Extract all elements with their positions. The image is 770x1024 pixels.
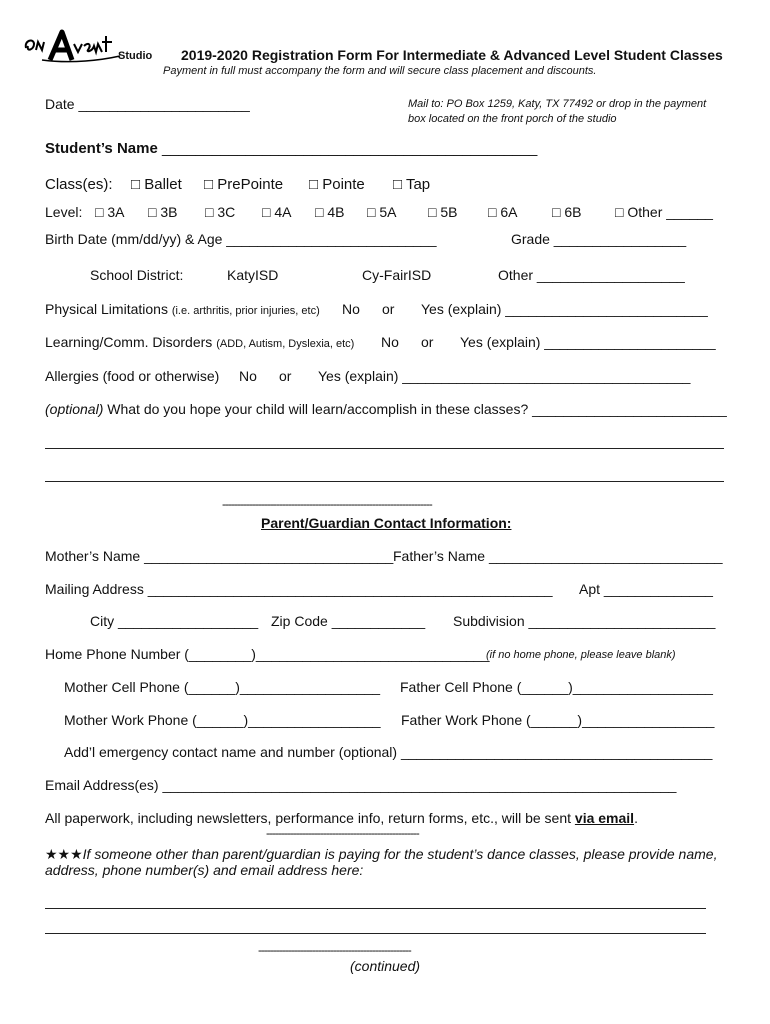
home-phone-note: (if no home phone, please leave blank): [486, 649, 676, 661]
section-divider: ----------------------------------------------------------------------: [222, 497, 432, 511]
physical-yes-explain-field[interactable]: Yes (explain) __________________________: [421, 301, 708, 317]
parent-contact-heading: Parent/Guardian Contact Information:: [261, 515, 512, 531]
father-name-field[interactable]: Father’s Name ______________________________: [393, 548, 723, 564]
level-4b-checkbox[interactable]: □ 4B: [315, 204, 345, 220]
mother-work-phone-field[interactable]: Mother Work Phone (______)_________________: [64, 712, 381, 728]
birth-date-age-field[interactable]: Birth Date (mm/dd/yy) & Age ___________________________: [45, 231, 437, 247]
optional-tag: (optional): [45, 401, 104, 417]
physical-no-option[interactable]: No: [342, 301, 360, 317]
class-ballet-checkbox[interactable]: □ Ballet: [131, 176, 182, 193]
student-name-label: Student’s Name: [45, 140, 158, 157]
class-tap-checkbox[interactable]: □ Tap: [393, 176, 431, 193]
school-district-label: School District:: [90, 267, 184, 283]
allergies-label: Allergies (food or otherwise): [45, 368, 220, 384]
school-cyfairisd-option[interactable]: Cy-FairISD: [362, 267, 432, 283]
apt-field[interactable]: Apt ______________: [579, 581, 713, 597]
level-5a-checkbox[interactable]: □ 5A: [367, 204, 397, 220]
level-6b-checkbox[interactable]: □ 6B: [552, 204, 582, 220]
mother-cell-phone-field[interactable]: Mother Cell Phone (______)__________________: [64, 679, 381, 695]
classes-label: Class(es):: [45, 176, 113, 193]
form-title: 2019-2020 Registration Form For Intermediate & Advanced Level Student Classes: [181, 47, 723, 63]
mail-to-line-2: box located on the front porch of the studio: [408, 113, 617, 125]
subdivision-field[interactable]: Subdivision ________________________: [453, 613, 716, 629]
accomplish-question-field[interactable]: What do you hope your child will learn/accomplish in these classes? _________________________: [107, 401, 727, 417]
payer-answer-line-1[interactable]: [45, 908, 706, 909]
date-field[interactable]: Date ______________________: [45, 96, 250, 112]
class-prepointe-checkbox[interactable]: □ PrePointe: [204, 176, 284, 193]
form-subtitle: Payment in full must accompany the form and will secure class placement and discounts.: [163, 65, 597, 77]
physical-or-text: or: [382, 301, 395, 317]
learning-disorders-hint: (ADD, Autism, Dyslexia, etc): [216, 338, 355, 350]
paperwork-note: All paperwork, including newsletters, performance info, return forms, etc., will be sent: [45, 810, 572, 826]
learning-yes-explain-field[interactable]: Yes (explain) ______________________: [460, 334, 716, 350]
father-cell-phone-field[interactable]: Father Cell Phone (______)__________________: [400, 679, 713, 695]
via-email-emphasis: via email: [574, 810, 635, 826]
paperwork-period: .: [634, 810, 638, 826]
enavant-logo: [22, 26, 122, 66]
learning-disorders-label: Learning/Comm. Disorders: [45, 334, 213, 350]
section-divider-2: ---------------------------------------------------: [266, 826, 419, 840]
emergency-contact-field[interactable]: Add’l emergency contact name and number (optional) ________________________________________: [64, 744, 713, 760]
level-5b-checkbox[interactable]: □ 5B: [428, 204, 458, 220]
learning-no-option[interactable]: No: [381, 334, 399, 350]
school-other-field[interactable]: Other ___________________: [498, 267, 685, 283]
student-name-field[interactable]: _____________________________________________: [162, 140, 538, 157]
school-katyisd-option[interactable]: KatyISD: [227, 267, 279, 283]
payer-note-line-1: If someone other than parent/guardian is paying for the student’s dance classes, please provide name,: [82, 846, 718, 862]
mail-to-line-1: Mail to: PO Box 1259, Katy, TX 77492 or drop in the payment: [408, 98, 707, 110]
answer-line-2[interactable]: [45, 481, 724, 482]
level-other-checkbox[interactable]: □ Other ______: [615, 204, 713, 220]
allergies-yes-explain-field[interactable]: Yes (explain) _____________________________________: [318, 368, 691, 384]
level-6a-checkbox[interactable]: □ 6A: [488, 204, 518, 220]
mother-name-field[interactable]: Mother’s Name ________________________________: [45, 548, 394, 564]
studio-label: Studio: [118, 50, 153, 62]
grade-field[interactable]: Grade _________________: [511, 231, 687, 247]
mailing-address-field[interactable]: Mailing Address ____________________________________________________: [45, 581, 553, 597]
level-3b-checkbox[interactable]: □ 3B: [148, 204, 178, 220]
email-field[interactable]: Email Address(es) __________________________________________________________________: [45, 777, 677, 793]
class-pointe-checkbox[interactable]: □ Pointe: [309, 176, 365, 193]
level-3a-checkbox[interactable]: □ 3A: [95, 204, 125, 220]
continued-note: (continued): [350, 958, 421, 974]
home-phone-field[interactable]: Home Phone Number (________)______________________________: [45, 646, 490, 662]
learning-or-text: or: [421, 334, 434, 350]
level-label: Level:: [45, 204, 83, 220]
physical-limitations-label: Physical Limitations: [45, 301, 168, 317]
allergies-or-text: or: [279, 368, 292, 384]
city-field[interactable]: City __________________: [90, 613, 259, 629]
allergies-no-option[interactable]: No: [239, 368, 257, 384]
zip-code-field[interactable]: Zip Code ____________: [271, 613, 426, 629]
father-work-phone-field[interactable]: Father Work Phone (______)_________________: [401, 712, 715, 728]
level-4a-checkbox[interactable]: □ 4A: [262, 204, 292, 220]
answer-line-1[interactable]: [45, 448, 724, 449]
section-divider-3: ---------------------------------------------------: [258, 943, 411, 957]
physical-limitations-hint: (i.e. arthritis, prior injuries, etc): [171, 305, 320, 317]
payer-note-line-2: address, phone number(s) and email address here:: [45, 862, 364, 878]
star-icon: ★★★: [45, 846, 83, 862]
payer-answer-line-2[interactable]: [45, 933, 706, 934]
level-3c-checkbox[interactable]: □ 3C: [205, 204, 236, 220]
